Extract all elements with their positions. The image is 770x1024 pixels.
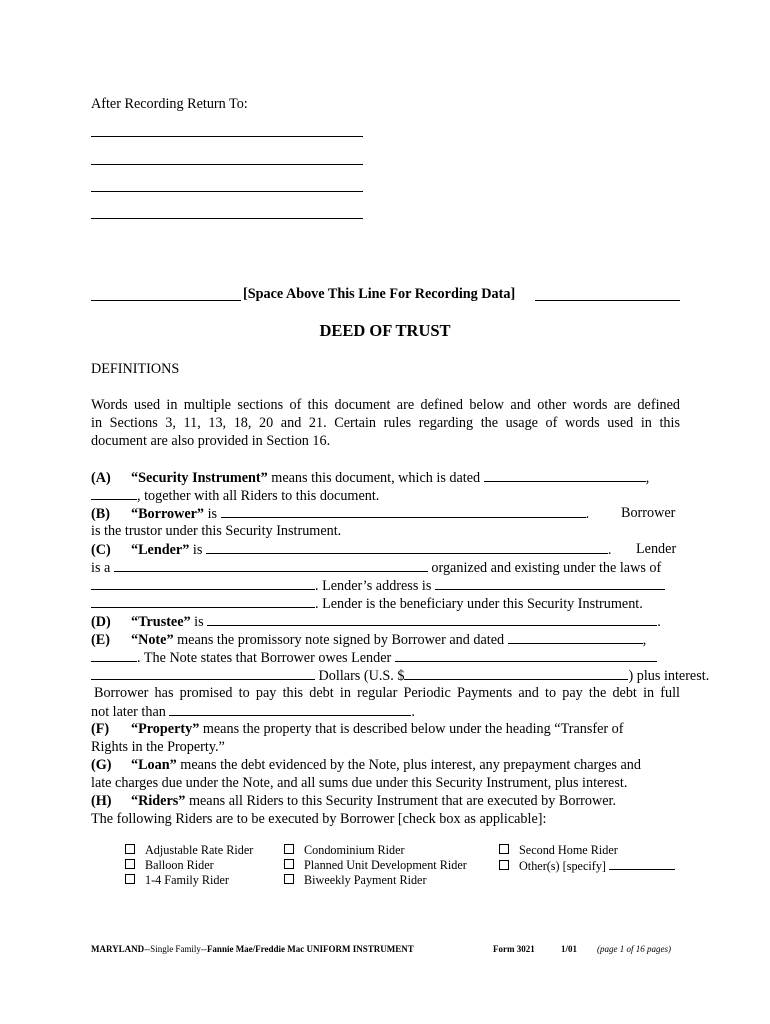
checkbox[interactable] <box>125 844 135 854</box>
definition-e-cont: not later than . <box>91 704 415 720</box>
definition-text: Lender <box>636 541 677 557</box>
checkbox[interactable] <box>284 844 294 854</box>
defined-term: “Riders” <box>131 793 186 809</box>
definitions-heading: DEFINITIONS <box>91 361 180 377</box>
rider-option[interactable] <box>125 858 214 873</box>
defined-term: “Property” <box>131 721 200 737</box>
definition-label: (B) <box>91 506 110 522</box>
footer-date-text: 1/01 <box>561 944 578 954</box>
entity-type-blank[interactable] <box>114 558 428 572</box>
definition-text: . Lender is the beneficiary under this Security Instrument. <box>315 596 643 612</box>
definition-text: means the promissory note signed by Borrower and dated <box>173 632 508 648</box>
intro-line: in Sections 3, 11, 13, 18, 20 and 21. Certain rules regarding the usage of words used in this <box>91 415 680 431</box>
definition-text: organized and existing under the laws of <box>427 560 662 576</box>
definition-text: is <box>189 542 206 558</box>
defined-term: “Note” <box>131 632 174 648</box>
checkbox[interactable] <box>284 859 294 869</box>
checkbox[interactable] <box>284 874 294 884</box>
rider-label: Condominium Rider <box>304 843 405 857</box>
definition-text: . Lender’s address is <box>315 578 435 594</box>
maturity-date-blank[interactable] <box>169 702 411 716</box>
rider-option[interactable] <box>284 873 427 888</box>
footer-form <box>493 943 535 955</box>
intro-line: Words used in multiple sections of this document are defined below and other words are defined <box>91 397 680 413</box>
footer-state: MARYLAND <box>91 944 145 954</box>
rider-label: Adjustable Rate Rider <box>145 843 254 857</box>
amount-words-blank[interactable] <box>395 648 657 662</box>
definition-text: , together with all Riders to this document. <box>137 488 380 504</box>
rider-label: Balloon Rider <box>145 858 214 872</box>
definition-text: . <box>585 506 590 522</box>
definition-d: (D) “Trustee” is . <box>91 614 661 630</box>
definition-text: ) plus interest. <box>628 668 710 684</box>
rider-option[interactable] <box>284 858 467 873</box>
definition-text: . <box>607 542 612 558</box>
return-address-line[interactable] <box>91 136 363 137</box>
rider-label: Planned Unit Development Rider <box>304 858 467 872</box>
definition-label: (D) <box>91 614 111 630</box>
definition-e-cont <box>91 666 709 685</box>
date-blank[interactable] <box>484 468 646 482</box>
definition-h <box>91 792 616 810</box>
footer-date <box>561 943 577 955</box>
definition-text: means this document, which is dated <box>267 470 484 486</box>
lender-blank[interactable] <box>206 540 608 554</box>
defined-term: “Security Instrument” <box>131 470 268 486</box>
document-title: DEED OF TRUST <box>319 321 451 340</box>
rider-option[interactable] <box>284 843 405 858</box>
definition-e-cont <box>91 648 657 667</box>
definition-text: means all Riders to this Security Instrument that are executed by Borrower. <box>185 793 617 809</box>
defined-term: “Lender” <box>131 542 190 558</box>
rider-option[interactable] <box>499 843 618 858</box>
definition-text: is the trustor under this Security Instrument. <box>91 523 342 539</box>
definition-c-cont <box>91 576 665 595</box>
rider-option[interactable] <box>499 858 675 874</box>
definition-g <box>91 756 641 774</box>
definition-f <box>91 720 680 738</box>
definition-text: is a <box>91 560 114 576</box>
amount-words-blank-2[interactable] <box>91 666 315 680</box>
definition-text: means the debt evidenced by the Note, plus interest, any prepayment charges and <box>176 757 641 773</box>
definition-b <box>91 504 589 523</box>
checkbox[interactable] <box>499 860 509 870</box>
return-address-line[interactable] <box>91 191 363 192</box>
footer-form-number: Form 3021 <box>493 944 535 954</box>
rider-option[interactable] <box>125 873 229 888</box>
note-year-blank[interactable] <box>91 648 137 662</box>
return-address-line[interactable] <box>91 218 363 219</box>
definition-a: (A) “Security Instrument” means this document, which is dated , <box>91 470 650 486</box>
rider-label: 1-4 Family Rider <box>145 873 229 887</box>
checkbox[interactable] <box>499 844 509 854</box>
borrower-blank[interactable] <box>221 504 586 518</box>
definition-e: (E) “Note” means the promissory note signed by Borrower and dated , <box>91 632 647 648</box>
note-date-blank[interactable] <box>508 630 643 644</box>
definition-text: The following Riders are to be executed by Borrower [check box as applicable]: <box>91 811 547 827</box>
other-rider-blank[interactable] <box>609 858 675 870</box>
checkbox[interactable] <box>125 874 135 884</box>
return-to-label: After Recording Return To: <box>91 96 248 112</box>
footer-page: (page 1 of 16 pages) <box>597 944 671 954</box>
definition-c-cont <box>91 594 643 613</box>
definition-text: Borrower <box>621 505 676 521</box>
defined-term: “Loan” <box>131 757 177 773</box>
defined-term: “Borrower” <box>131 506 205 522</box>
definition-text: not later than <box>91 704 170 720</box>
defined-term: “Trustee” <box>131 614 191 630</box>
definition-c-cont <box>91 558 661 577</box>
rider-label: Biweekly Payment Rider <box>304 873 427 887</box>
footer-agency: Fannie Mae/Freddie Mac UNIFORM INSTRUMENT <box>206 944 414 954</box>
checkbox[interactable] <box>125 859 135 869</box>
definition-text: is <box>204 506 221 522</box>
definition-c <box>91 540 611 559</box>
definition-text: means the property that is described below under the heading “Transfer of <box>199 721 624 737</box>
rider-label: Second Home Rider <box>519 843 618 857</box>
definition-text: is <box>190 614 208 630</box>
definition-label: (C) <box>91 542 111 558</box>
state-blank[interactable] <box>91 576 315 590</box>
definition-text: Borrower has promised to pay this debt in regular Periodic Payments and to pay the debt in full <box>94 685 680 701</box>
definition-label: (H) <box>91 793 112 809</box>
trustee-blank[interactable] <box>207 612 657 626</box>
recording-rule-right <box>535 300 680 301</box>
rider-option[interactable] <box>125 843 253 858</box>
definition-label: (F) <box>91 721 110 737</box>
amount-dollars-blank[interactable] <box>404 666 628 680</box>
recording-data-label: [Space Above This Line For Recording Data] <box>243 286 516 302</box>
intro-line: document are also provided in Section 16. <box>91 433 331 449</box>
definition-label: (E) <box>91 632 110 648</box>
definition-text: Rights in the Property.” <box>91 739 225 755</box>
lender-address-blank-2[interactable] <box>91 594 315 608</box>
definition-text: . The Note states that Borrower owes Lender <box>137 650 395 666</box>
definition-label: (A) <box>91 470 111 486</box>
return-address-line[interactable] <box>91 164 363 165</box>
footer-instrument <box>91 943 414 955</box>
lender-address-blank[interactable] <box>435 576 665 590</box>
recording-rule-left <box>91 300 241 301</box>
definition-text: late charges due under the Note, and all sums due under this Security Instrument, plus interest. <box>91 775 628 791</box>
year-blank[interactable] <box>91 486 137 500</box>
rider-label: Other(s) [specify] <box>519 859 610 873</box>
definition-a-cont <box>91 486 379 505</box>
definition-label: (G) <box>91 757 112 773</box>
definition-text: Dollars (U.S. $ <box>315 668 405 684</box>
footer-text: --Single Family-- <box>144 944 207 954</box>
